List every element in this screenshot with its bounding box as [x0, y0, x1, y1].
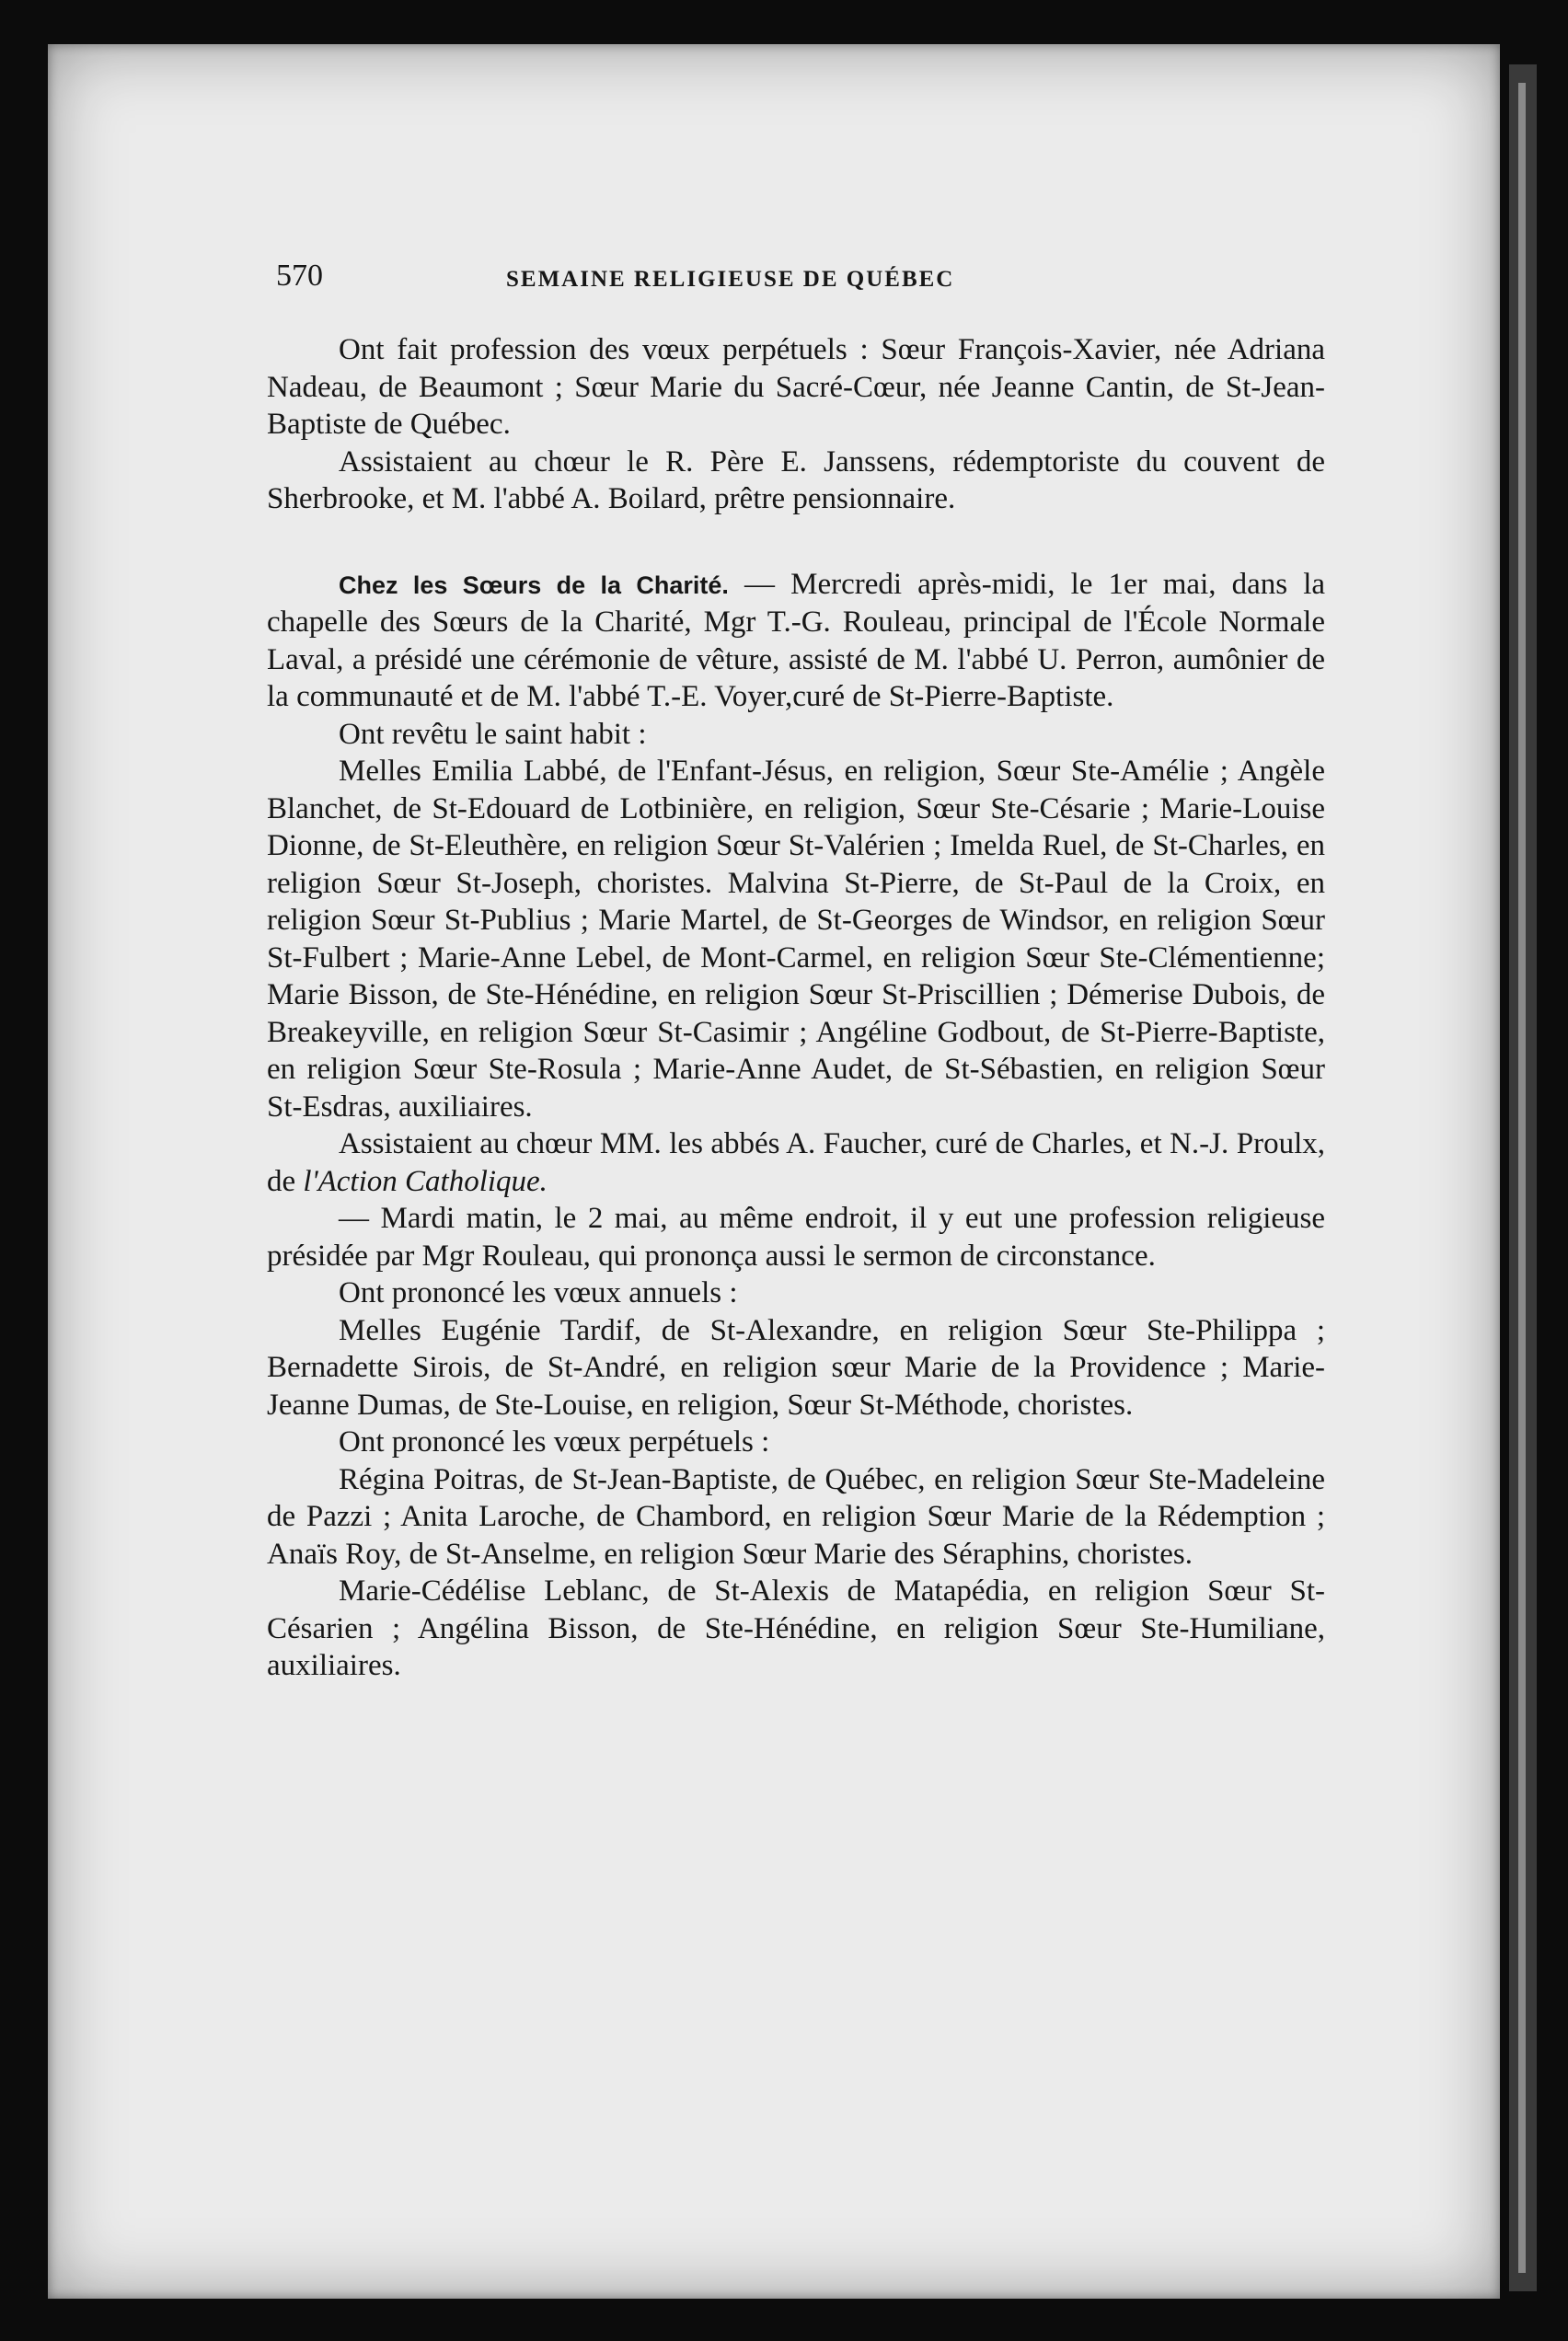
running-head: SEMAINE RELIGIEUSE DE QUÉBEC: [506, 267, 955, 292]
section-lead-text: — Mercredi après-midi, le 1er mai, dans la chapelle des Sœurs de la Charité, Mgr T.-G. Rouleau, principal de l'École Normale Laval, a présidé une cérémonie de vêture, assisté de M. l'abbé U. Perron, aumônier de la communauté et de M. l'abbé T.-E. Voyer,curé de St-Pierre-Baptiste.: [267, 567, 1326, 713]
paragraph-perpetual-vows-auxiliaires: Marie-Cédélise Leblanc, de St-Alexis de Matapédia, en religion Sœur St-Césarien ; Angélina Bisson, de Ste-Hénédine, en religion Sœur Ste-Humiliane, auxiliaires.: [267, 1574, 1325, 1682]
paragraph-annual-vows: Melles Eugénie Tardif, de St-Alexandre, en religion Sœur Ste-Philippa ; Bernadette Sirois, de St-André, en religion sœur Marie de la Providence ; Marie-Jeanne Dumas, de Ste-Louise, en religion, Sœur St-Méthode, choristes.: [267, 1313, 1325, 1422]
paragraph-charite: [267, 566, 1325, 716]
paragraph-assistants-1: Assistaient au chœur le R. Père E. Janssens, rédemptoriste du couvent de Sherbrooke, et M. l'abbé A. Boilard, prêtre pensionnaire.: [267, 444, 1325, 515]
section-lead: Chez les Sœurs de la Charité.: [339, 571, 729, 599]
page-number: 570: [276, 259, 323, 293]
paragraph-annual-vows-heading: Ont prononcé les vœux annuels :: [339, 1276, 738, 1309]
adjacent-page-edge-highlight: [1518, 83, 1526, 2273]
paragraph-novices: Melles Emilia Labbé, de l'Enfant-Jésus, en religion, Sœur Ste-Amélie ; Angèle Blanchet, de St-Edouard de Lotbinière, en religion, Sœur Ste-Césarie ; Marie-Louise Dionne, de St-Eleuthère, en religion Sœur St-Valérien ; Imelda Ruel, de St-Charles, en religion Sœur St-Joseph, choristes. Malvina St-Pierre, de St-Paul de la Croix, en religion Sœur St-Publius ; Marie Martel, de St-Georges de Windsor, en religion Sœur St-Fulbert ; Marie-Anne Lebel, de Mont-Carmel, en religion Sœur Ste-Clémentienne; Marie Bisson, de Ste-Hénédine, en religion Sœur St-Priscillien ; Démerise Dubois, de Breakeyville, en religion Sœur St-Casimir ; Angéline Godbout, de St-Pierre-Baptiste, en religion Sœur Ste-Rosula ; Marie-Anne Audet, de St-Sébastien, en religion Sœur St-Esdras, auxiliaires.: [267, 755, 1325, 1124]
paragraph-habit: Ont revêtu le saint habit :: [339, 717, 647, 751]
assistants-text: Assistaient au chœur MM. les abbés A. Faucher, curé de Charles, et N.-J. Proulx, de: [267, 1127, 1325, 1198]
paragraph-vows: Ont fait profession des vœux perpétuels : Sœur François-Xavier, née Adriana Nadeau, de Beaumont ; Sœur Marie du Sacré-Cœur, née Jeanne Cantin, de St-Jean-Baptiste de Québec.: [267, 333, 1325, 441]
page-header: [267, 258, 1325, 309]
page-content: [267, 258, 1325, 1685]
assistants-publication: l'Action Catholique.: [303, 1164, 548, 1198]
paragraph-assistants-2: [267, 1125, 1325, 1200]
paragraph-perpetual-vows-heading: Ont prononcé les vœux perpétuels :: [339, 1425, 770, 1459]
paragraph-perpetual-vows-choristes: Régina Poitras, de St-Jean-Baptiste, de Québec, en religion Sœur Ste-Madeleine de Pazzi ; Anita Laroche, de Chambord, en religion Sœur Marie de la Rédemption ; Anaïs Roy, de St-Anselme, en religion Sœur Marie des Séraphins, choristes.: [267, 1462, 1325, 1571]
paragraph-profession: — Mardi matin, le 2 mai, au même endroit, il y eut une profession religieuse présidée par Mgr Rouleau, qui prononça aussi le sermon de circonstance.: [267, 1202, 1325, 1273]
